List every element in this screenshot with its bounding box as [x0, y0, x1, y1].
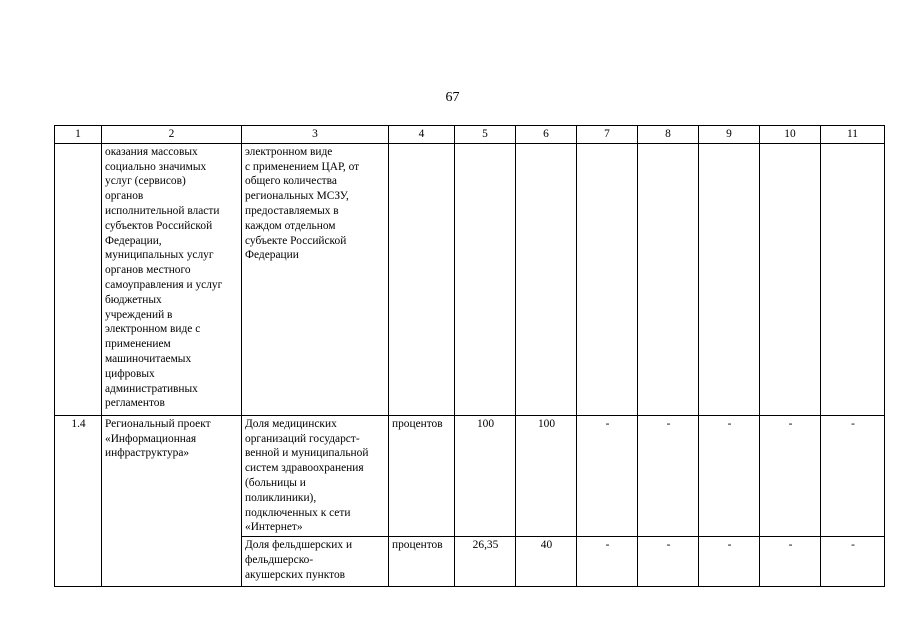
header-cell: 9 [699, 126, 760, 144]
value-cell: - [821, 537, 885, 587]
indicators-table [54, 125, 885, 587]
header-cell: 7 [577, 126, 638, 144]
value-cell: 100 [516, 415, 577, 536]
empty-cell [699, 143, 760, 415]
header-cell: 5 [455, 126, 516, 144]
value-cell: - [638, 537, 699, 587]
empty-cell [638, 143, 699, 415]
table-row-continuation [55, 143, 885, 415]
unit-cell: процентов [389, 415, 455, 536]
base-value-cell: 26,35 [455, 537, 516, 587]
header-cell: 1 [55, 126, 102, 144]
project-name-cell: Региональный проект «Информационная инфраструктура» [102, 415, 242, 586]
row-number-cell [55, 143, 102, 415]
indicator-name-cell: Доля медицинских организаций государст- венной и муниципальной систем здравоохранения (больницы и поликлиники), подключенных к сети «Интернет» [242, 415, 389, 536]
empty-cell [821, 143, 885, 415]
value-cell: - [577, 537, 638, 587]
header-cell: 3 [242, 126, 389, 144]
empty-cell [760, 143, 821, 415]
value-cell: 40 [516, 537, 577, 587]
indicator-name-cell: электронном виде с применением ЦАР, от общего количества региональных МСЗУ, предоставляемых в каждом отдельном субъекте Российской Федерации [242, 143, 389, 415]
unit-cell: процентов [389, 537, 455, 587]
value-cell: - [760, 415, 821, 536]
header-cell: 6 [516, 126, 577, 144]
table-row-indicator-1 [55, 415, 885, 536]
value-cell: - [699, 415, 760, 536]
value-cell: - [577, 415, 638, 536]
empty-cell [389, 143, 455, 415]
empty-cell [455, 143, 516, 415]
header-cell: 8 [638, 126, 699, 144]
empty-cell [577, 143, 638, 415]
value-cell: - [760, 537, 821, 587]
row-number-cell: 1.4 [55, 415, 102, 586]
page-number: 67 [445, 90, 460, 105]
project-name-cell: оказания массовых социально значимых услуг (сервисов) органов исполнительной власти субъектов Российской Федерации, муниципальных услуг органов местного самоуправления и услуг бюджетных учреждений в электронном виде с применением машиночитаемых цифровых административных регламентов [102, 143, 242, 415]
base-value-cell: 100 [455, 415, 516, 536]
header-cell: 11 [821, 126, 885, 144]
table-header-row [55, 126, 885, 144]
value-cell: - [699, 537, 760, 587]
value-cell: - [821, 415, 885, 536]
empty-cell [516, 143, 577, 415]
indicator-name-cell: Доля фельдшерских и фельдшерско- акушерских пунктов [242, 537, 389, 587]
header-cell: 2 [102, 126, 242, 144]
value-cell: - [638, 415, 699, 536]
header-cell: 10 [760, 126, 821, 144]
header-cell: 4 [389, 126, 455, 144]
